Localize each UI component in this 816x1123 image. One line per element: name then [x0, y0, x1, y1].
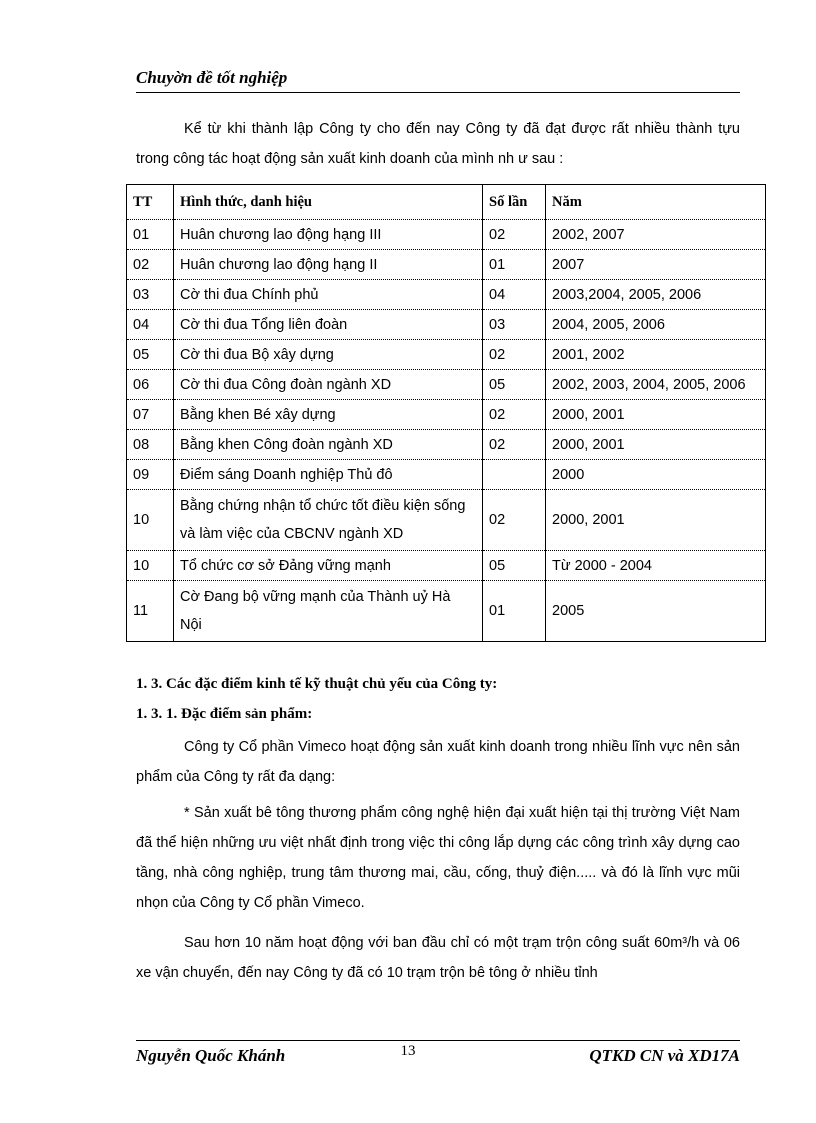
table-row — [127, 370, 766, 400]
products-text: Công ty Cổ phần Vimeco hoạt động sản xuất kinh doanh trong nhiều lĩnh vực nên sản phẩm của Công ty rất đa dạng: — [136, 739, 740, 785]
cell-count: 02 — [483, 220, 546, 250]
cell-year: 2001, 2002 — [546, 340, 766, 370]
cell-tt: 02 — [127, 250, 174, 280]
cell-tt: 10 — [127, 490, 174, 551]
cell-tt: 09 — [127, 460, 174, 490]
cell-year: 2002, 2003, 2004, 2005, 2006 — [546, 370, 766, 400]
footer-class: QTKD CN và XD17A — [589, 1046, 740, 1065]
cell-name: Cờ thi đua Chính phủ — [174, 280, 483, 310]
cell-name: Bằng khen Bé xây dựng — [174, 400, 483, 430]
concrete-paragraph — [136, 798, 740, 918]
table-row — [127, 551, 766, 581]
footer-rule — [136, 1040, 740, 1041]
cell-tt: 06 — [127, 370, 174, 400]
table-row — [127, 490, 766, 551]
cell-tt: 03 — [127, 280, 174, 310]
cell-year: 2000 — [546, 460, 766, 490]
header-rule — [136, 92, 740, 93]
cell-name: Cờ thi đua Bộ xây dựng — [174, 340, 483, 370]
concrete-text: * Sản xuất bê tông thương phẩm công nghệ hiện đại xuất hiện tại thị trường Việt Nam đã thể hiện những ưu việt nhất định trong việc thi công lắp dựng các công trình xây dựng cao tầng, nhà công nghiệp, trung tâm thương mai, cầu, cống, thuỷ điện..... và đó là lĩnh vực mũi nhọn của Công ty Cổ phần Vimeco. — [136, 805, 740, 911]
cell-tt: 07 — [127, 400, 174, 430]
cell-count: 01 — [483, 250, 546, 280]
header-count: Số lần — [483, 185, 546, 220]
cell-tt: 10 — [127, 551, 174, 581]
table-row — [127, 280, 766, 310]
cell-name: Huân chương lao động hạng III — [174, 220, 483, 250]
table-row — [127, 581, 766, 642]
cell-year: 2000, 2001 — [546, 490, 766, 551]
cell-count: 04 — [483, 280, 546, 310]
section-heading-1-3: 1. 3. Các đặc điểm kinh tế kỹ thuật chủ yếu của Công ty: — [136, 676, 498, 692]
intro-text: Kể từ khi thành lập Công ty cho đến nay Công ty đã đạt được rất nhiều thành tựu trong công tác hoạt động sản xuất kinh doanh của mình nh ư sau : — [136, 121, 740, 167]
awards-table — [126, 184, 766, 642]
cell-year: 2003,2004, 2005, 2006 — [546, 280, 766, 310]
table-row — [127, 220, 766, 250]
cell-count — [483, 460, 546, 490]
header-name: Hình thức, danh hiệu — [174, 185, 483, 220]
cell-count: 02 — [483, 340, 546, 370]
cell-name: Cờ thi đua Tổng liên đoàn — [174, 310, 483, 340]
table-row — [127, 310, 766, 340]
cell-tt: 04 — [127, 310, 174, 340]
table-row — [127, 250, 766, 280]
history-text: Sau hơn 10 năm hoạt động với ban đầu chỉ có một trạm trộn công suất 60m³/h và 06 xe vận chuyển, đến nay Công ty đã có 10 trạm trộn bê tông ở nhiều tỉnh — [136, 935, 740, 981]
cell-count: 05 — [483, 551, 546, 581]
cell-tt: 05 — [127, 340, 174, 370]
section-heading-1-3-1: 1. 3. 1. Đặc điểm sản phẩm: — [136, 706, 313, 722]
cell-year: 2007 — [546, 250, 766, 280]
cell-year: Từ 2000 - 2004 — [546, 551, 766, 581]
cell-name: Điểm sáng Doanh nghiệp Thủ đô — [174, 460, 483, 490]
table-row — [127, 340, 766, 370]
cell-year: 2002, 2007 — [546, 220, 766, 250]
cell-name: Huân chương lao động hạng II — [174, 250, 483, 280]
table-row — [127, 460, 766, 490]
cell-count: 01 — [483, 581, 546, 642]
table-row — [127, 400, 766, 430]
header-year: Năm — [546, 185, 766, 220]
intro-paragraph — [136, 114, 740, 174]
cell-name: Bằng khen Công đoàn ngành XD — [174, 430, 483, 460]
table-row — [127, 430, 766, 460]
cell-tt: 11 — [127, 581, 174, 642]
page-number: 13 — [400, 1043, 416, 1059]
footer-author: Nguyễn Quốc Khánh — [136, 1046, 286, 1065]
cell-count: 02 — [483, 490, 546, 551]
cell-count: 02 — [483, 430, 546, 460]
table-header-row — [127, 185, 766, 220]
cell-name: Tổ chức cơ sở Đảng vững mạnh — [174, 551, 483, 581]
cell-count: 03 — [483, 310, 546, 340]
cell-count: 02 — [483, 400, 546, 430]
cell-year: 2005 — [546, 581, 766, 642]
cell-name: Cờ Đang bộ vững mạnh của Thành uỷ Hà Nội — [174, 581, 483, 642]
cell-name: Bằng chứng nhận tổ chức tốt điều kiện sống và làm việc của CBCNV ngành XD — [174, 490, 483, 551]
cell-year: 2004, 2005, 2006 — [546, 310, 766, 340]
cell-year: 2000, 2001 — [546, 430, 766, 460]
cell-count: 05 — [483, 370, 546, 400]
products-paragraph — [136, 732, 740, 792]
header-tt: TT — [127, 185, 174, 220]
cell-year: 2000, 2001 — [546, 400, 766, 430]
cell-tt: 01 — [127, 220, 174, 250]
cell-name: Cờ thi đua Công đoàn ngành XD — [174, 370, 483, 400]
header-title: Chuyờn đề tốt nghiệp — [136, 68, 288, 87]
cell-tt: 08 — [127, 430, 174, 460]
history-paragraph — [136, 928, 740, 988]
